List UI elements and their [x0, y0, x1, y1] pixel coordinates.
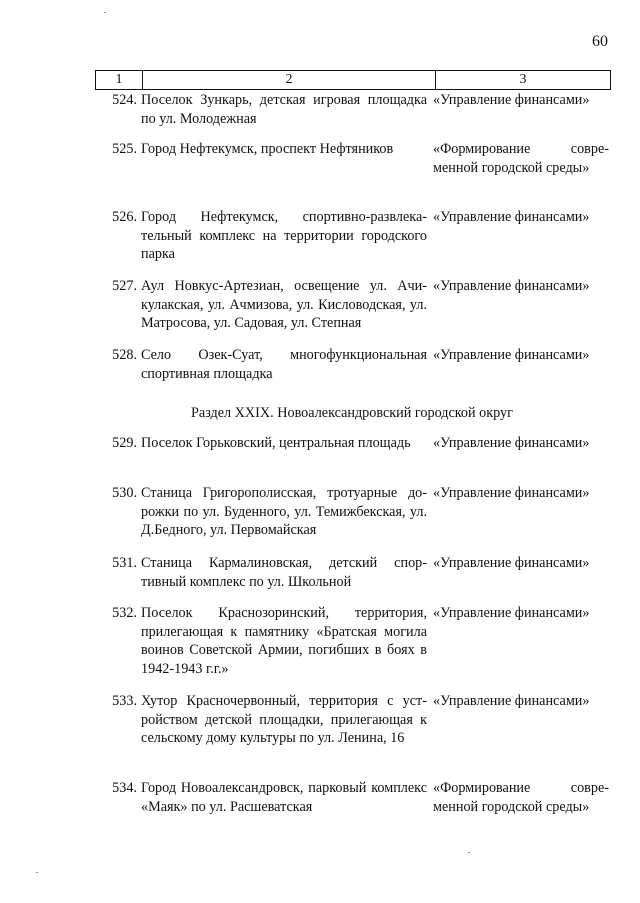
table-row [95, 208, 609, 264]
row-number: 525. [112, 141, 137, 157]
row-number: 531. [112, 555, 137, 571]
row-number: 533. [112, 693, 137, 709]
table-row [95, 779, 609, 816]
row-object-name: Город Нефтекумск, спортивно-развлекательный комплекс на территории городского парка [141, 209, 427, 262]
row-program: «Управление финансами» [433, 485, 590, 501]
row-program: «Управление финансами» [433, 435, 590, 451]
row-object-name: Поселок Горьковский, центральная площадь [141, 435, 411, 451]
scan-speck [36, 872, 38, 873]
row-object-name: Поселок Зункарь, детская игровая площадка по ул. Молодежная [141, 92, 427, 127]
row-number: 532. [112, 605, 137, 621]
column-header-1: 1 [96, 71, 143, 89]
row-number: 526. [112, 209, 137, 225]
row-number: 528. [112, 347, 137, 363]
row-object-name: Станица Григорополисская, тротуарные дорожки по ул. Буденного, ул. Темижбекская, ул. Д.Бедного, ул. Первомайская [141, 485, 427, 538]
row-number: 530. [112, 485, 137, 501]
row-program: «Управление финансами» [433, 92, 590, 108]
row-number: 527. [112, 278, 137, 294]
row-program: «Формирование современной городской среды» [433, 141, 609, 176]
table-row [95, 91, 609, 128]
column-header-3: 3 [519, 72, 527, 87]
row-object-name: Село Озек-Суат, многофункциональная спортивная площадка [141, 347, 427, 382]
table-row [95, 604, 609, 678]
table-row [95, 277, 609, 333]
row-program: «Управление финансами» [433, 278, 590, 294]
row-number: 524. [112, 92, 137, 108]
row-program: «Управление финансами» [433, 209, 590, 225]
row-object-name: Город Нефтекумск, проспект Нефтяников [141, 141, 394, 157]
row-number: 529. [112, 435, 137, 451]
table-header [95, 70, 611, 90]
row-program: «Формирование современной городской среды» [433, 780, 609, 815]
section-title: Раздел XXIX. Новоалександровский городской округ [191, 405, 513, 421]
column-header-2: 2 [143, 71, 436, 89]
row-program: «Управление финансами» [433, 555, 590, 571]
row-object-name: Аул Новкус-Артезиан, освещение ул. Ачикулакская, ул. Ачмизова, ул. Кисловодская, ул. Матросова, ул. Садовая, ул. Степная [141, 278, 427, 331]
row-program: «Управление финансами» [433, 347, 590, 363]
table-row [95, 434, 609, 453]
row-object-name: Поселок Краснозоринский, территория, прилегающая к памятнику «Братская могила воинов Советской Армии, погибших в боях в 1942-1943 г.г.» [141, 605, 427, 677]
row-object-name: Город Новоалександровск, парковый комплекс «Маяк» по ул. Расшеватская [141, 780, 427, 815]
table-row [95, 554, 609, 591]
scan-speck [104, 12, 106, 13]
page-number: 60 [592, 33, 608, 50]
table-row [95, 692, 609, 748]
row-object-name: Станица Кармалиновская, детский спортивный комплекс по ул. Школьной [141, 555, 427, 590]
row-object-name: Хутор Красночервонный, территория с устройством детской площадки, прилегающая к сельскому дому культуры по ул. Ленина, 16 [141, 693, 427, 746]
scan-speck [468, 852, 470, 853]
row-program: «Управление финансами» [433, 605, 590, 621]
table-row [95, 484, 609, 540]
table-row [95, 346, 609, 383]
row-program: «Управление финансами» [433, 693, 590, 709]
row-number: 534. [112, 780, 137, 796]
table-row [95, 140, 609, 177]
